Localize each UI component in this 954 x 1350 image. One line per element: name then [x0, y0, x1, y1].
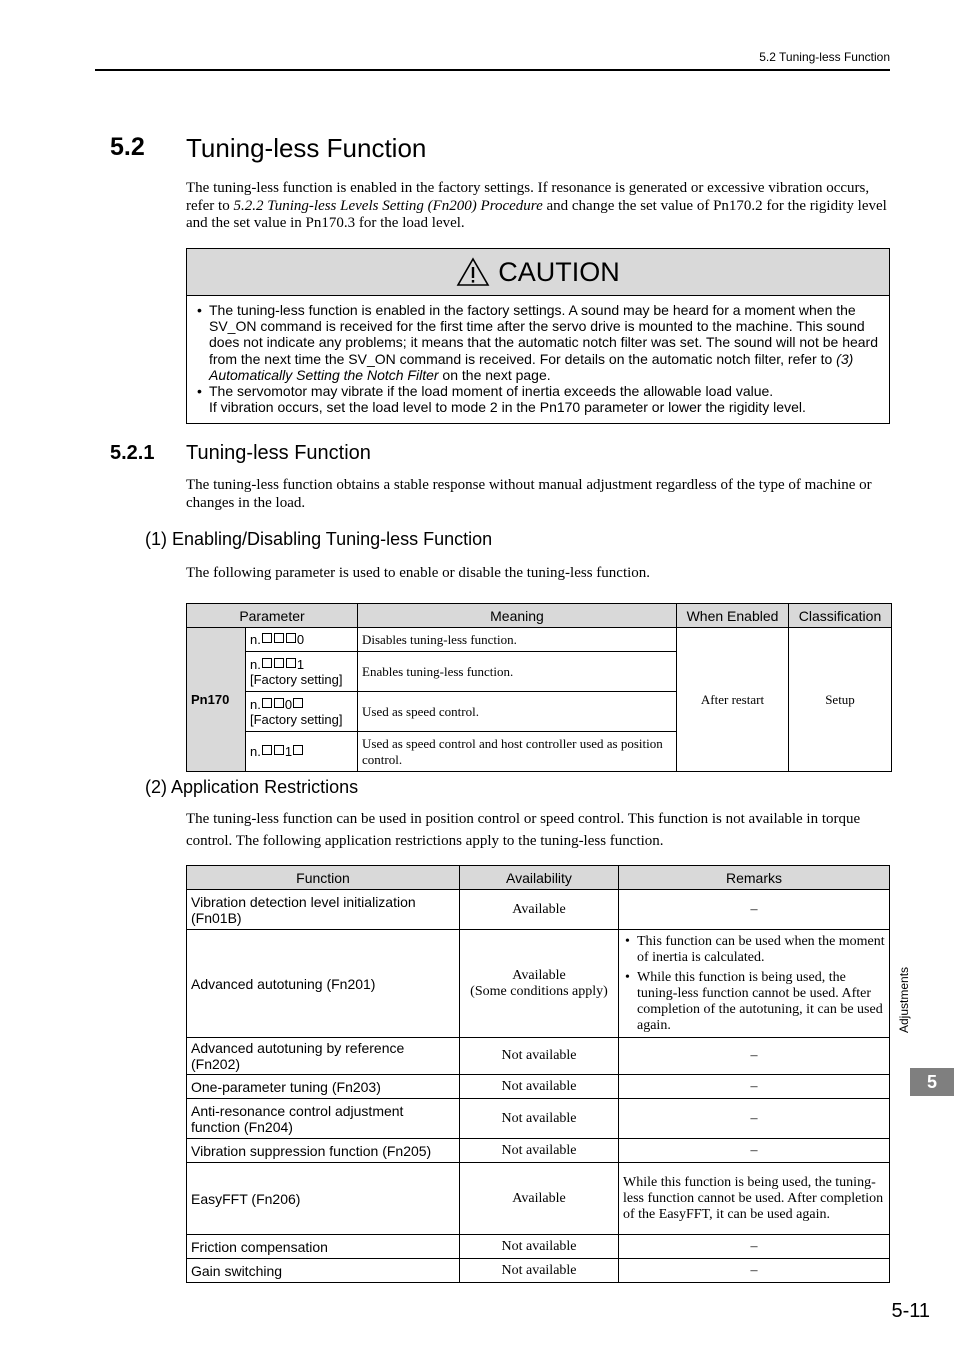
table-row — [187, 1038, 890, 1075]
table-row — [187, 1163, 890, 1235]
col-header: When Enabled — [677, 604, 789, 628]
meaning-cell: Used as speed control. — [358, 692, 677, 732]
table-row — [187, 1235, 890, 1259]
table-row — [187, 930, 890, 1038]
section-number: 5.2 — [110, 133, 145, 161]
function-cell: Vibration detection level initialization (Fn01B) — [187, 890, 460, 930]
part2-paragraph: The tuning-less function can be used in position control or speed control. This function is not available in torque control. The following application restrictions apply to the tuning-less function. — [186, 811, 861, 849]
setting-cell: n. 0 — [246, 628, 358, 652]
chapter-side-label: Adjustments — [897, 966, 911, 1034]
page-number: 5-11 — [891, 1300, 930, 1322]
part1-paragraph: The following parameter is used to enable or disable the tuning-less function. — [186, 565, 651, 581]
availability-cell: Not available — [460, 1235, 619, 1259]
remarks-cell: – — [619, 1235, 890, 1259]
meaning-cell: Disables tuning-less function. — [358, 628, 677, 652]
function-cell: Friction compensation — [187, 1235, 460, 1259]
table-row — [187, 1139, 890, 1163]
subsection-title: Tuning-less Function — [186, 442, 371, 464]
remark-item: • While this function is being used, the tuning-less function cannot be used. After completion of the autotuning, it can be used again. — [637, 970, 885, 1034]
table-row — [187, 1075, 890, 1099]
function-cell: Advanced autotuning by reference (Fn202) — [187, 1038, 460, 1075]
when-enabled-cell: After restart — [677, 628, 789, 772]
part1-heading: (1) Enabling/Disabling Tuning-less Function — [145, 529, 493, 549]
intro-paragraph: The tuning-less function is enabled in the factory settings. If resonance is generated or excessive vibration occurs, refer to 5.2.2 Tuning-less Levels Setting (Fn200) Procedure and change the set value of Pn170.2 for the rigidity level and the set value in Pn170.3 for the load level. — [186, 180, 887, 231]
col-header: Availability — [460, 866, 619, 890]
parameter-cell: Pn170 — [187, 628, 246, 772]
availability-cell: Not available — [460, 1075, 619, 1099]
header-rule — [95, 69, 890, 71]
notch-filter-reference: (3) Automatically Setting the Notch Filter — [209, 350, 854, 383]
table-row — [187, 1099, 890, 1139]
remarks-cell: – — [619, 1038, 890, 1075]
intro-reference: 5.2.2 Tuning-less Levels Setting (Fn200) Procedure — [233, 197, 543, 214]
caution-header — [187, 249, 889, 296]
caution-item: • The tuning-less function is enabled in the factory settings. A sound may be heard for a moment when the SV_ON command is received for the first time after the servo drive is mounted to the machine. This sound does not indicate any problems; it means that the automatic notch filter was set. The sound will not be heard from the next time the SV_ON command is received. For details on the automatic notch filter, refer to (3) Automatically Setting the Notch Filter on the next page. — [209, 302, 879, 383]
remarks-cell: – — [619, 890, 890, 930]
classification-cell: Setup — [789, 628, 892, 772]
setting-cell: n. 1 — [246, 732, 358, 772]
remarks-cell: – — [619, 1139, 890, 1163]
function-cell: Anti-resonance control adjustment function (Fn204) — [187, 1099, 460, 1139]
meaning-cell: Used as speed control and host controller used as position control. — [358, 732, 677, 772]
part2-heading: (2) Application Restrictions — [145, 777, 359, 797]
running-header: 5.2 Tuning-less Function — [759, 50, 890, 64]
table-row — [187, 1259, 890, 1283]
col-header: Classification — [789, 604, 892, 628]
meaning-cell: Enables tuning-less function. — [358, 652, 677, 692]
col-header: Parameter — [187, 604, 358, 628]
function-cell: Gain switching — [187, 1259, 460, 1283]
remarks-cell: – — [619, 1099, 890, 1139]
caution-box — [186, 248, 890, 424]
remarks-cell: – — [619, 1259, 890, 1283]
caution-list — [187, 296, 889, 415]
restrictions-table — [186, 865, 890, 1283]
availability-cell: Available — [460, 1163, 619, 1235]
function-cell: EasyFFT (Fn206) — [187, 1163, 460, 1235]
availability-cell: Available — [460, 890, 619, 930]
function-cell: One-parameter tuning (Fn203) — [187, 1075, 460, 1099]
availability-cell: Not available — [460, 1259, 619, 1283]
section-title: Tuning-less Function — [186, 133, 427, 163]
setting-cell: n. 1 [Factory setting] — [246, 652, 358, 692]
table-row — [187, 890, 890, 930]
availability-cell: Not available — [460, 1139, 619, 1163]
col-header: Remarks — [619, 866, 890, 890]
subsection-paragraph: The tuning-less function obtains a stable response without manual adjustment regardless of the type of machine or changes in the load. — [186, 477, 872, 511]
availability-cell: Available (Some conditions apply) — [460, 930, 619, 1038]
availability-cell: Not available — [460, 1038, 619, 1075]
parameter-table — [186, 603, 892, 772]
col-header: Function — [187, 866, 460, 890]
caution-item: • The servomotor may vibrate if the load moment of inertia exceeds the allowable load value. If vibration occurs, set the load level to mode 2 in the Pn170 parameter or lower the rigidity level. — [209, 383, 879, 415]
function-cell: Advanced autotuning (Fn201) — [187, 930, 460, 1038]
availability-cell: Not available — [460, 1099, 619, 1139]
remarks-cell: – — [619, 1075, 890, 1099]
remarks-cell: While this function is being used, the tuning-less function cannot be used. After completion of the EasyFFT, it can be used again. — [619, 1163, 890, 1235]
col-header: Meaning — [358, 604, 677, 628]
subsection-number: 5.2.1 — [110, 442, 155, 464]
caution-title: CAUTION — [498, 256, 620, 287]
remark-item: • This function can be used when the moment of inertia is calculated. — [637, 934, 885, 966]
chapter-tab: 5 — [910, 1068, 954, 1096]
warning-triangle-icon — [456, 257, 490, 287]
setting-cell: n. 0 [Factory setting] — [246, 692, 358, 732]
function-cell: Vibration suppression function (Fn205) — [187, 1139, 460, 1163]
remarks-cell — [619, 930, 890, 1038]
